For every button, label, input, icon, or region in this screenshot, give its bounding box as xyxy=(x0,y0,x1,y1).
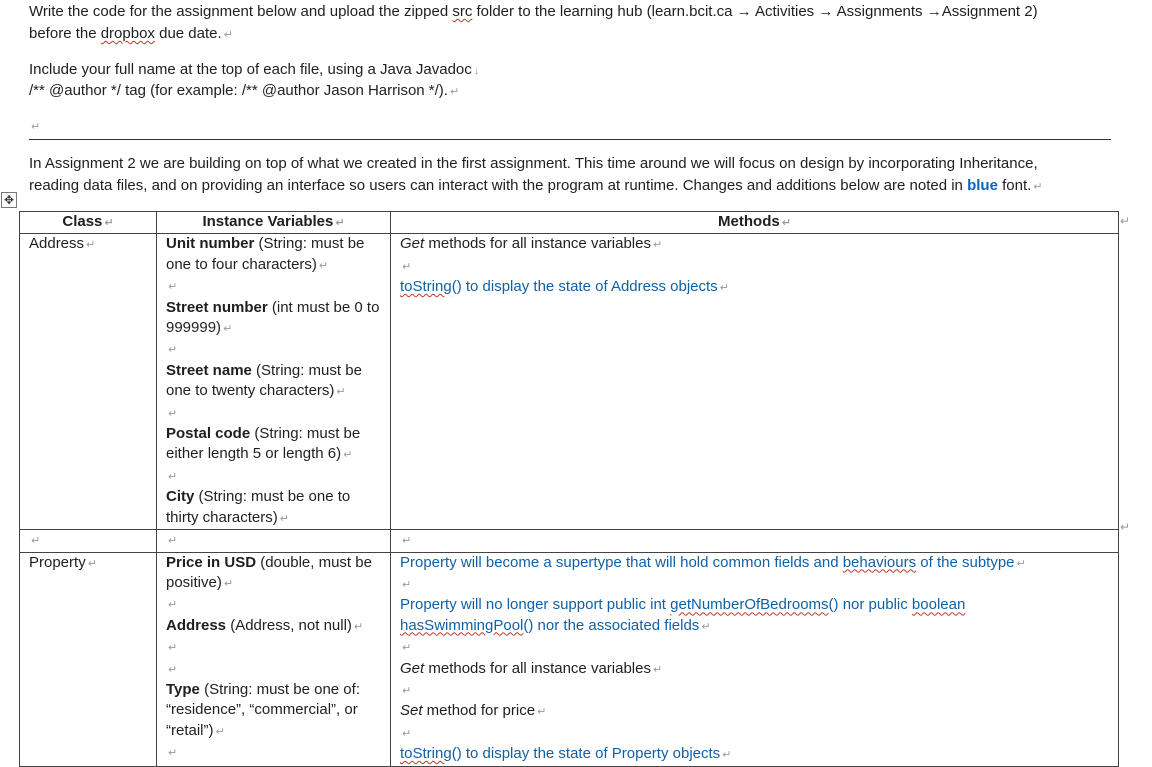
property-vars-cell: Price in USD (double, must be positive) ↵ ↵ Address (Address, not null) ↵ ↵ ↵ Type (String: must be one of: “residence”, “commercial”, or “retail”) ↵ ↵ xyxy=(157,552,391,766)
intro-line-1: Write the code for the assignment below and upload the zipped src folder to the learning hub (learn.bcit.ca → Activities → Assignments →Assignment 2) xyxy=(29,3,1038,20)
paragraph-mark-icon: ↵ xyxy=(31,121,41,133)
table-header-row xyxy=(20,212,1119,234)
class-table xyxy=(19,211,1119,767)
paragraph-mark-icon: ↵ xyxy=(449,86,460,98)
header-class: Class ↵ xyxy=(20,212,157,234)
table-row-empty: ↵ ↵ ↵ xyxy=(20,530,1119,552)
table-row-address xyxy=(20,234,1119,530)
address-class-cell: Address ↵ xyxy=(20,234,157,530)
header-methods: Methods ↵ xyxy=(391,212,1119,234)
intro-line-2: before the dropbox due date. ↵ xyxy=(29,25,233,42)
empty-paragraph xyxy=(29,115,40,138)
author-line-2: /** @author */ tag (for example: /** @author Jason Harrison */). ↵ xyxy=(29,82,460,99)
row-end-mark-icon: ↵ xyxy=(1120,520,1131,534)
table-row-property xyxy=(20,552,1119,766)
blue-word: blue xyxy=(967,177,998,194)
property-class-cell: Property ↵ xyxy=(20,552,157,766)
address-methods-cell: Get methods for all instance variables ↵ ↵ toString() to display the state of Address objects ↵ xyxy=(391,234,1119,530)
horizontal-rule xyxy=(29,139,1111,140)
header-instance-variables: Instance Variables ↵ xyxy=(157,212,391,234)
table-move-handle-icon[interactable]: ✥ xyxy=(1,192,17,208)
overview-line-2: reading data files, and on providing an interface so users can interact with the program at runtime. Changes and additions below are noted in blue font. ↵ xyxy=(29,177,1043,194)
property-methods-cell: Property will become a supertype that will hold common fields and behaviours of the subtype ↵ ↵ Property will no longer support public int getNumberOfBedrooms() nor public boolean hasSwimmingPool() nor the associated fields ↵ ↵ Get methods for all instance variables ↵ ↵ Set method for price ↵ ↵ toString() to display the state of Property objects ↵ xyxy=(391,552,1119,766)
paragraph-mark-icon: ↵ xyxy=(1033,181,1043,193)
spellcheck-dropbox: dropbox xyxy=(100,25,155,42)
spellcheck-src: src xyxy=(452,3,473,20)
paragraph-mark-icon: ↵ xyxy=(223,29,233,41)
overview-line-1: In Assignment 2 we are building on top of what we created in the first assignment. This time around we will focus on design by incorporating Inheritance, xyxy=(29,155,1038,172)
row-end-mark-icon: ↵ xyxy=(1120,214,1131,228)
line-break-icon: ↓ xyxy=(473,65,480,77)
address-vars-cell: Unit number (String: must be one to four characters) ↵ ↵ Street number (int must be 0 to 999999) ↵ ↵ Street name (String: must be one to twenty characters) ↵ ↵ Postal code (String: must be either length 5 or length 6) ↵ ↵ City (String: must be one to thirty characters) ↵ xyxy=(157,234,391,530)
author-line-1: Include your full name at the top of each file, using a Java Javadoc ↓ xyxy=(29,61,480,78)
